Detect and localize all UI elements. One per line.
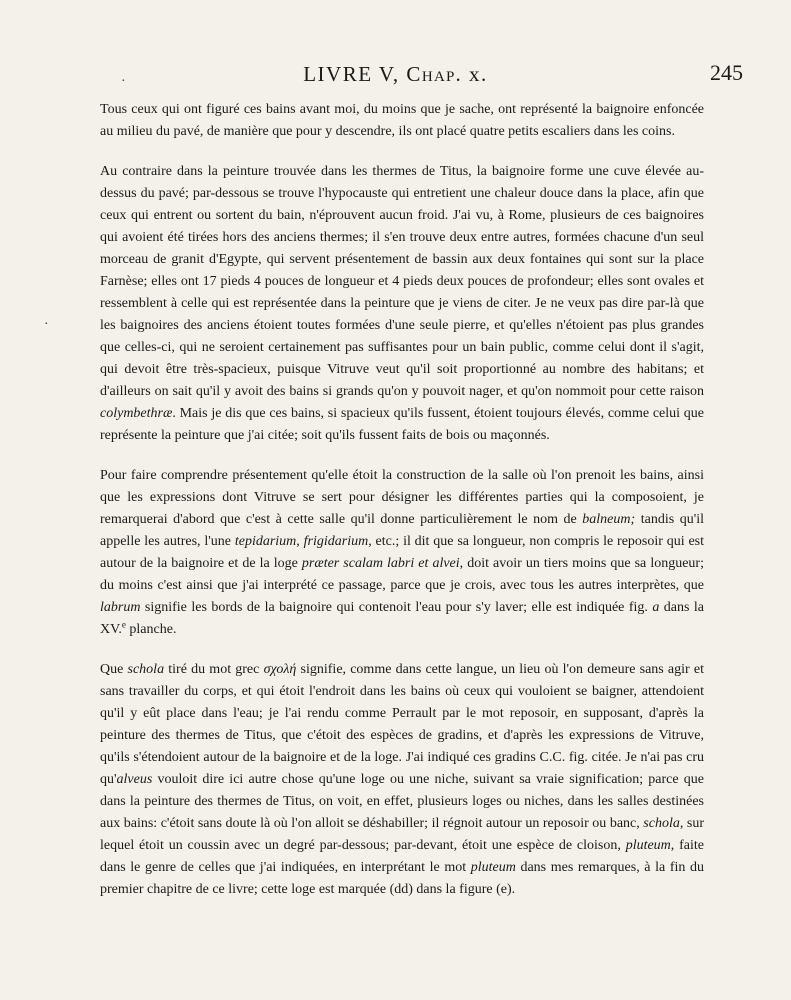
text-run: signifie les bords de la baignoire qui contenoit l'eau pour s'y laver; elle est indiquée fig. (140, 600, 653, 615)
italic-term: tepidarium (234, 534, 297, 549)
italic-term: a (652, 600, 660, 615)
text-run: dans la XV. (100, 600, 705, 637)
text-run: , sur lequel étoit un coussin avec un degré par-dessous; par-devant, étoit une espèce de cloison, (100, 816, 704, 853)
italic-term: σχολή (263, 662, 297, 677)
italic-term: schola (643, 816, 680, 831)
text-run: Tous ceux qui ont figuré ces bains avant moi, du moins que je sache, ont représenté la baignoire enfoncée au milieu du pavé, de manière que pour y descendre, ils ont placé quatre petits escaliers dans les coins. (100, 102, 704, 139)
running-title-smallcaps: HAP (421, 69, 456, 85)
text-run: tandis qu'il appelle les autres, l'une (100, 512, 704, 549)
italic-term: præter scalam labri et alvei (301, 556, 460, 571)
italic-term: labrum (100, 600, 141, 615)
running-title-end: . x. (455, 62, 488, 86)
margin-mark: · (44, 317, 49, 332)
italic-term: pluteum (625, 838, 671, 853)
italic-term: schola (127, 662, 165, 677)
italic-term: alveus (116, 772, 153, 787)
text-run: , doit avoir un tiers moins que sa longueur; du moins c'est ainsi que j'ai interprété ce passage, parce que je crois, avec tous les autres interprètes, que (100, 556, 704, 593)
italic-term: frigidarium (303, 534, 369, 549)
text-run: , (296, 534, 304, 549)
text-run: , faite dans le genre de celles que j'ai indiquées, en interprétant le mot (100, 838, 704, 875)
page-header (0, 60, 791, 90)
italic-term: balneum; (582, 512, 636, 527)
running-title-main: LIVRE V, C (303, 62, 422, 86)
text-run: Pour faire comprendre présentement qu'elle étoit la construction de la salle où l'on prenoit les bains, ainsi que les expressions dont Vitruve se sert pour désigner les différentes parties qui la composoient, je remarquerai d'abord que c'est à cette salle qu'il donne particulièrement le nom de (100, 468, 704, 527)
text-run: . Mais je dis que ces bains, si spacieux qu'ils fussent, étoient toujours élevés, comme celui que représente la peinture que j'ai citée; soit qu'ils fussent faits de bois ou maçonnés. (100, 406, 704, 443)
text-run: dans mes remarques, à la fin du premier chapitre de ce livre; cette loge est marquée (dd) dans la figure (e). (100, 860, 705, 897)
paragraph (100, 161, 704, 447)
paragraph (100, 99, 704, 143)
text-run: Au contraire dans la peinture trouvée dans les thermes de Titus, la baignoire forme une cuve élevée au-dessus du pavé; par-dessous se trouve l'hypocauste qui entretient une chaleur douce dans la place, afin que ceux qui entrent ou sortent du bain, n'éprouvent aucun froid. J'ai vu, à Rome, plusieurs de ces baignoires qui avoient été tirées hors des anciens thermes; il s'en trouve deux entre autres, formées chacune d'un seul morceau de granit d'Egypte, qui servent présentement de bassin aux deux fontaines qui sont sur la place Farnèse; elles ont 17 pieds 4 pouces de longueur et 4 pieds deux pouces de profondeur; elles sont ovales et ressemblent à celle qui est représentée dans la peinture que je viens de citer. Je ne veux pas dire par-là que les baignoires des anciens étoient toutes formées d'une seule pierre, et qu'elles n'étoient pas plus grandes que celles-ci, qui ne seroient certainement pas suffisantes pour un bain public, comme celui dont il s'agit, qui devoit être très-spacieux, puisque Vitruve veut qu'il soit proportionné au nombre des habitans; et d'ailleurs on sait qu'il y avoit des bains si grands qu'on y pouvoit nager, et qu'on nommoit pour cette raison (100, 164, 704, 399)
paragraph (100, 465, 704, 641)
text-run: , etc.; il dit que sa longueur, non compris le reposoir qui est autour de la baignoire et de la loge (100, 534, 705, 571)
text-run: planche. (125, 622, 177, 637)
page-number: 245 (710, 60, 743, 85)
text-run: tiré du mot grec (164, 662, 264, 677)
running-title (0, 62, 791, 87)
italic-term: pluteum (470, 860, 516, 875)
body-text (100, 99, 704, 919)
text-run: signifie, comme dans cette langue, un lieu où l'on demeure sans agir et sans travailler du corps, et qui étoit l'endroit dans les bains où ceux qui vouloient se baigner, attendoient qu'il y eût place dans l'eau; je l'ai rendu comme Perrault par le mot reposoir, en supposant, d'après la peinture des thermes de Titus, que c'étoit des espèces de gradins, et d'après les expressions de Vitruve, qu'ils s'étendoient autour de la baignoire et de la loge. J'ai indiqué ces gradins C.C. fig. citée. Je n'ai pas cru qu' (100, 662, 704, 787)
paragraph (100, 659, 704, 901)
text-run: vouloit dire ici autre chose qu'une loge ou une niche, suivant sa vraie signification; parce que dans la peinture des thermes de Titus, on voit, en effet, plusieurs loges ou niches, dans les salles destinées aux bains: c'étoit sans doute là où l'on alloit se déshabiller; il régnoit autour un reposoir ou banc, (100, 772, 704, 831)
margin-mark: · (121, 74, 126, 89)
italic-term: colymbethræ (100, 406, 173, 421)
text-run: Que (100, 662, 128, 677)
superscript: e (121, 619, 126, 630)
